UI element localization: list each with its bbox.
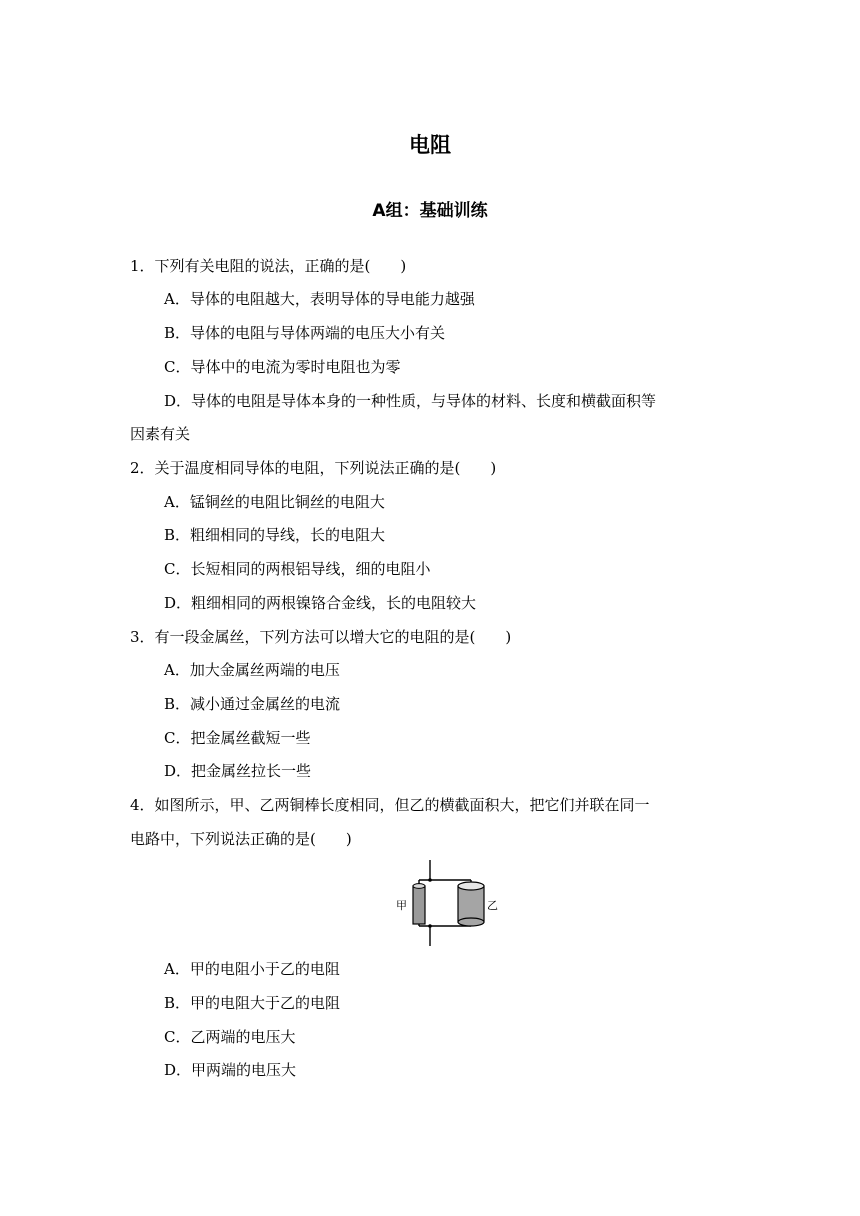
- question-2-option-a: A．锰铜丝的电阻比铜丝的电阻大: [164, 493, 385, 511]
- question-3-option-c: C．把金属丝截短一些: [164, 729, 311, 747]
- thin-rod-top: [413, 884, 425, 889]
- question-1-stem: 1．下列有关电阻的说法，正确的是( ): [130, 257, 407, 275]
- parallel-circuit-diagram: [395, 858, 505, 948]
- question-1-option-d: D．导体的电阻是导体本身的一种性质，与导体的材料、长度和横截面积等: [164, 392, 657, 410]
- question-1-option-d-continued: 因素有关: [130, 425, 191, 443]
- question-4-stem-continued: 电路中，下列说法正确的是( ): [130, 830, 352, 848]
- question-4-option-d: D．甲两端的电压大: [164, 1061, 297, 1079]
- question-2-option-d: D．粗细相同的两根镍铬合金线，长的电阻较大: [164, 594, 477, 612]
- question-2-stem: 2．关于温度相同导体的电阻，下列说法正确的是( ): [130, 459, 497, 477]
- label-yi: 乙: [487, 899, 498, 912]
- section-heading: A组：基础训练: [372, 201, 488, 221]
- question-1-option-b: B．导体的电阻与导体两端的电压大小有关: [164, 324, 446, 342]
- question-1-option-a: A．导体的电阻越大，表明导体的导电能力越强: [164, 290, 475, 308]
- circuit-figure: [395, 858, 505, 948]
- question-4-option-b: B．甲的电阻大于乙的电阻: [164, 994, 341, 1012]
- question-3-option-b: B．减小通过金属丝的电流: [164, 695, 341, 713]
- thick-copper-rod: [458, 886, 484, 922]
- page-title: 电阻: [409, 133, 451, 157]
- thick-rod-top: [458, 882, 484, 890]
- question-4-stem: 4．如图所示，甲、乙两铜棒长度相同，但乙的横截面积大，把它们并联在同一: [130, 796, 650, 814]
- question-4-option-a: A．甲的电阻小于乙的电阻: [164, 960, 340, 978]
- label-jia: 甲: [396, 899, 407, 912]
- question-2-option-c: C．长短相同的两根铝导线，细的电阻小: [164, 560, 431, 578]
- question-4-option-c: C．乙两端的电压大: [164, 1028, 296, 1046]
- thin-copper-rod: [413, 886, 425, 924]
- question-3-stem: 3．有一段金属丝，下列方法可以增大它的电阻的是( ): [130, 628, 512, 646]
- bottom-junction: [428, 924, 432, 928]
- question-3-option-a: A．加大金属丝两端的电压: [164, 661, 340, 679]
- top-junction: [428, 878, 432, 882]
- thick-rod-bottom: [458, 918, 484, 926]
- question-1-option-c: C．导体中的电流为零时电阻也为零: [164, 358, 401, 376]
- question-3-option-d: D．把金属丝拉长一些: [164, 762, 312, 780]
- question-2-option-b: B．粗细相同的导线，长的电阻大: [164, 526, 386, 544]
